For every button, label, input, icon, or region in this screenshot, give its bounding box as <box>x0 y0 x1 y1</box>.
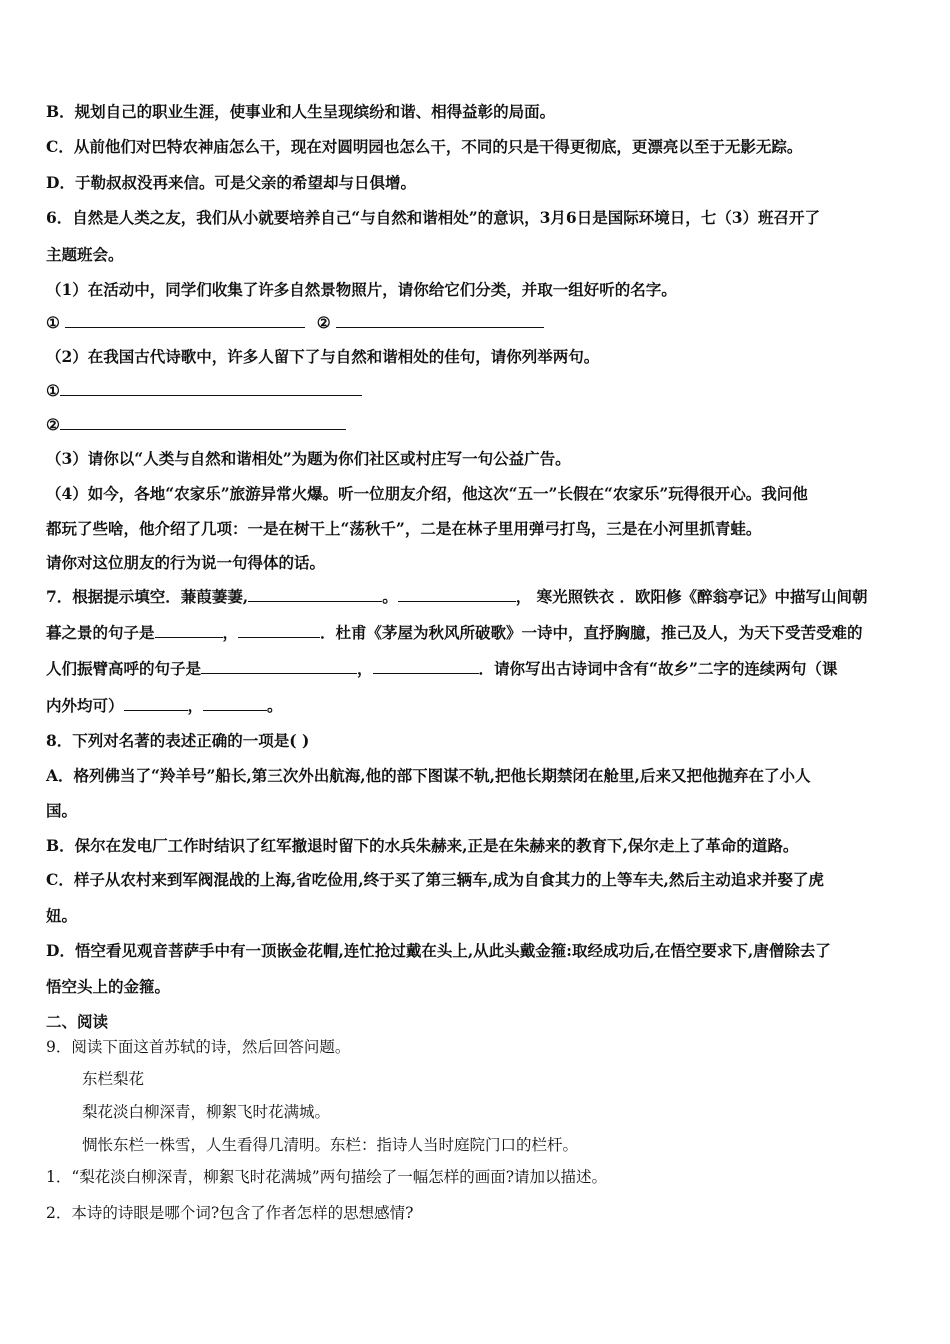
q7-line4 <box>46 695 283 717</box>
answer-marker-2: ② <box>46 415 60 434</box>
text: ．请你写出古诗词中含有“故乡”二字的连续两句（课 <box>478 659 838 678</box>
option-label: C． <box>46 137 74 156</box>
text: 。 <box>267 696 283 715</box>
q6-part2-answer2 <box>46 414 346 436</box>
option-text: 悟空看见观音菩萨手中有一顶嵌金花帽,连忙抢过戴在头上,从此头戴金箍:取经成功后,在悟空要求下,唐僧除去了 <box>74 941 831 960</box>
q6-part2: （2）在我国古代诗歌中，许多人留下了与自然和谐相处的佳句，请你列举两句。 <box>46 347 600 366</box>
text: ．杜甫《茅屋为秋风所破歌》一诗中，直抒胸臆，推己及人，为天下受苦受难的 <box>320 623 863 642</box>
text: ， <box>187 696 204 715</box>
option-text: 保尔在发电厂工作时结识了红军撤退时留下的水兵朱赫来,正是在朱赫来的教育下,保尔走上了革命的道路。 <box>74 836 799 855</box>
q6-part4-line3: 请你对这位朋友的行为说一句得体的话。 <box>46 553 326 572</box>
q6-intro-line2: 主题班会。 <box>46 245 124 264</box>
option-text: 于勒叔叔没再来信。可是父亲的希望却与日俱增。 <box>74 173 416 192</box>
q7-line3 <box>46 658 837 680</box>
q8-option-b <box>46 835 798 857</box>
q8-option-d-line1 <box>46 940 831 962</box>
text: 7．根据提示填空．蒹葭萋萋, <box>46 587 249 606</box>
q8-option-c-line2: 妞。 <box>46 906 78 925</box>
option-text: 样子从农村来到军阀混战的上海,省吃俭用,终于买了第三辆车,成为自食其力的上等车夫,然后主动追求并娶了虎 <box>73 870 824 889</box>
q6-part4-line1: （4）如今，各地“农家乐”旅游异常火爆。听一位朋友介绍，他这次“五一”长假在“农家乐”玩得很开心。我问他 <box>46 484 808 503</box>
q8-stem: 8．下列对名著的表述正确的一项是( ) <box>46 731 310 750</box>
q5-option-c <box>46 136 802 158</box>
fill-blank[interactable] <box>373 659 479 674</box>
answer-marker-2: ② <box>316 313 331 332</box>
option-label: B． <box>46 836 75 855</box>
q7-line1 <box>46 586 868 608</box>
option-label: B． <box>46 102 75 121</box>
option-text: 格列佛当了“羚羊号”船长,第三次外出航海,他的部下图谋不轨,把他长期禁闭在舱里,后来又把他抛弃在了小人 <box>73 766 811 785</box>
fill-blank[interactable] <box>238 623 320 638</box>
q6-part4-line2: 都玩了些啥，他介绍了几项：一是在树干上“荡秋千”，二是在林子里用弹弓打鸟，三是在小河里抓青蛙。 <box>46 519 762 538</box>
answer-marker-1: ① <box>46 313 60 332</box>
q8-option-d-line2: 悟空头上的金箍。 <box>46 977 171 996</box>
fill-blank[interactable] <box>124 696 188 711</box>
q7-line2 <box>46 622 863 644</box>
fill-blank[interactable] <box>203 696 267 711</box>
q9-stem: 9．阅读下面这首苏轼的诗，然后回答问题。 <box>46 1038 351 1056</box>
option-label: A． <box>46 766 74 785</box>
text: 暮之景的句子是 <box>46 623 155 642</box>
poem-line-1: 梨花淡白柳深青，柳絮飞时花满城。 <box>82 1103 331 1121</box>
section-title-reading: 二、阅读 <box>46 1012 109 1031</box>
option-label: C． <box>46 870 74 889</box>
text: 人们振臂高呼的句子是 <box>46 659 202 678</box>
option-text: 从前他们对巴特农神庙怎么干，现在对圆明园也怎么干，不同的只是干得更彻底，更漂亮以至于无影无踪。 <box>73 137 803 156</box>
answer-blank-3[interactable] <box>60 381 362 396</box>
fill-blank[interactable] <box>201 659 357 674</box>
text: 内外均可） <box>46 696 124 715</box>
text: 。 <box>382 587 398 606</box>
q8-option-c-line1 <box>46 869 824 891</box>
q6-part1-answers <box>46 312 544 334</box>
q6-part3: （3）请你以“人类与自然和谐相处”为题为你们社区或村庄写一句公益广告。 <box>46 449 571 468</box>
q5-option-d <box>46 172 416 194</box>
q9-subquestion-2: 2．本诗的诗眼是哪个词?包含了作者怎样的思想感情? <box>46 1204 414 1222</box>
answer-blank-1[interactable] <box>65 313 305 328</box>
q6-part2-answer1 <box>46 380 362 402</box>
option-label: D． <box>46 173 75 192</box>
q9-subquestion-1: 1．“梨花淡白柳深青，柳絮飞时花满城”两句描绘了一幅怎样的画面?请加以描述。 <box>46 1168 608 1186</box>
option-label: D． <box>46 941 75 960</box>
fill-blank[interactable] <box>155 623 223 638</box>
answer-marker-1: ① <box>46 381 60 400</box>
q8-option-a-line1 <box>46 765 810 787</box>
q6-intro-line1: 6．自然是人类之友，我们从小就要培养自己“与自然和谐相处”的意识，3月6日是国际环境日，七（3）班召开了 <box>46 208 820 227</box>
fill-blank[interactable] <box>398 587 516 602</box>
text: ， <box>357 659 373 678</box>
answer-blank-4[interactable] <box>60 415 346 430</box>
q6-part1: （1）在活动中，同学们收集了许多自然景物照片，请你给它们分类，并取一组好听的名字。 <box>46 280 677 299</box>
option-text: 规划自己的职业生涯，使事业和人生呈现缤纷和谐、相得益彰的局面。 <box>74 102 556 121</box>
poem-title: 东栏梨花 <box>82 1070 145 1088</box>
text: ， <box>222 623 239 642</box>
fill-blank[interactable] <box>248 587 382 602</box>
poem-line-2: 惆怅东栏一株雪，人生看得几清明。东栏：指诗人当时庭院门口的栏杆。 <box>82 1136 579 1154</box>
text: ， 寒光照铁衣 ．欧阳修《醉翁亭记》中描写山间朝 <box>515 587 868 606</box>
q8-option-a-line2: 国。 <box>46 801 78 820</box>
answer-blank-2[interactable] <box>336 313 544 328</box>
q5-option-b <box>46 101 555 123</box>
